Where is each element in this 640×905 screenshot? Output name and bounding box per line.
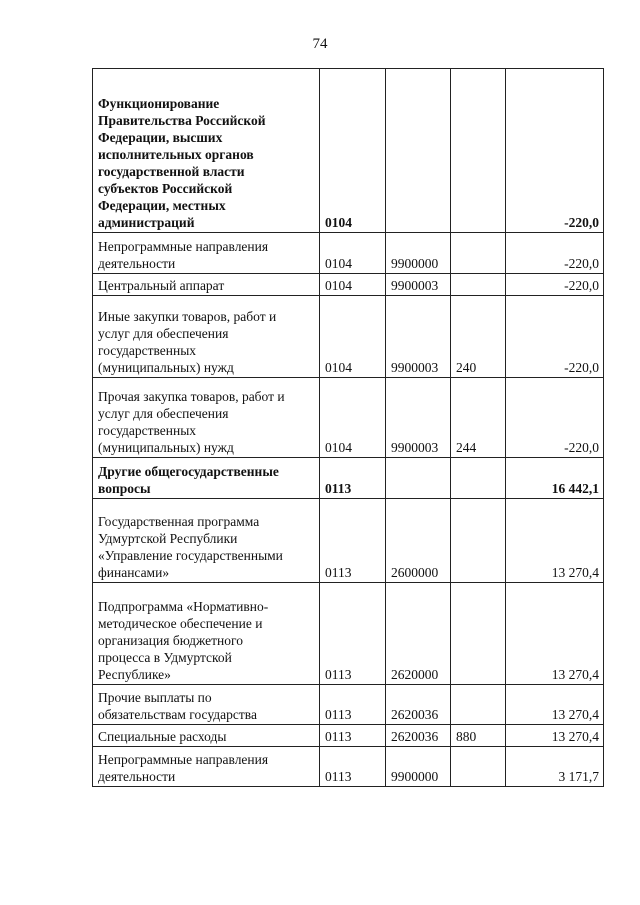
row-section: 0104 — [320, 69, 386, 233]
row-sum: -220,0 — [506, 296, 604, 378]
row-sum: -220,0 — [506, 233, 604, 274]
row-name: Непрограммные направления деятельности — [93, 747, 320, 787]
row-section: 0113 — [320, 725, 386, 747]
row-name: Подпрограмма «Нормативно- методическое обеспечение и организация бюджетного процесса в Удмуртской Республике» — [93, 583, 320, 685]
page-number: 74 — [312, 36, 328, 52]
table-row — [93, 274, 604, 296]
table-row — [93, 458, 604, 499]
row-article — [386, 69, 451, 233]
row-type — [451, 69, 506, 233]
row-article: 9900003 — [386, 378, 451, 458]
row-name: Специальные расходы — [93, 725, 320, 747]
row-name: Прочая закупка товаров, работ и услуг для обеспечения государственных (муниципальных) нужд — [93, 378, 320, 458]
row-sum: 13 270,4 — [506, 725, 604, 747]
row-article: 9900003 — [386, 274, 451, 296]
row-sum: 13 270,4 — [506, 583, 604, 685]
row-sum: 16 442,1 — [506, 458, 604, 499]
table-row — [93, 296, 604, 378]
budget-table — [92, 68, 604, 787]
row-type: 244 — [451, 378, 506, 458]
row-sum: -220,0 — [506, 69, 604, 233]
row-section: 0113 — [320, 747, 386, 787]
table-row — [93, 378, 604, 458]
row-section: 0113 — [320, 583, 386, 685]
table-row — [93, 583, 604, 685]
row-section: 0113 — [320, 458, 386, 499]
row-section: 0113 — [320, 685, 386, 725]
row-name: Прочие выплаты по обязательствам государства — [93, 685, 320, 725]
row-type — [451, 583, 506, 685]
row-type — [451, 747, 506, 787]
row-name: Центральный аппарат — [93, 274, 320, 296]
row-type: 880 — [451, 725, 506, 747]
row-sum: 3 171,7 — [506, 747, 604, 787]
row-type — [451, 499, 506, 583]
row-name: Непрограммные направления деятельности — [93, 233, 320, 274]
row-article — [386, 458, 451, 499]
row-article: 2600000 — [386, 499, 451, 583]
row-sum: -220,0 — [506, 274, 604, 296]
row-article: 2620036 — [386, 725, 451, 747]
row-article: 9900000 — [386, 747, 451, 787]
row-sum: -220,0 — [506, 378, 604, 458]
row-type — [451, 233, 506, 274]
row-name: Иные закупки товаров, работ и услуг для обеспечения государственных (муниципальных) нужд — [93, 296, 320, 378]
row-name: Функционирование Правительства Российской Федерации, высших исполнительных органов государственной власти субъектов Российской Федерации, местных администраций — [93, 69, 320, 233]
row-name: Другие общегосударственные вопросы — [93, 458, 320, 499]
row-sum: 13 270,4 — [506, 685, 604, 725]
row-type — [451, 274, 506, 296]
table-row — [93, 69, 604, 233]
row-sum: 13 270,4 — [506, 499, 604, 583]
row-section: 0104 — [320, 233, 386, 274]
table-row — [93, 499, 604, 583]
row-type: 240 — [451, 296, 506, 378]
table-row — [93, 685, 604, 725]
table-row — [93, 747, 604, 787]
row-name: Государственная программа Удмуртской Республики «Управление государственными финансами» — [93, 499, 320, 583]
row-section: 0113 — [320, 499, 386, 583]
row-article: 2620036 — [386, 685, 451, 725]
row-section: 0104 — [320, 274, 386, 296]
table-row — [93, 233, 604, 274]
row-type — [451, 685, 506, 725]
table-row — [93, 725, 604, 747]
row-article: 9900003 — [386, 296, 451, 378]
row-article: 2620000 — [386, 583, 451, 685]
row-type — [451, 458, 506, 499]
row-article: 9900000 — [386, 233, 451, 274]
row-section: 0104 — [320, 378, 386, 458]
row-section: 0104 — [320, 296, 386, 378]
